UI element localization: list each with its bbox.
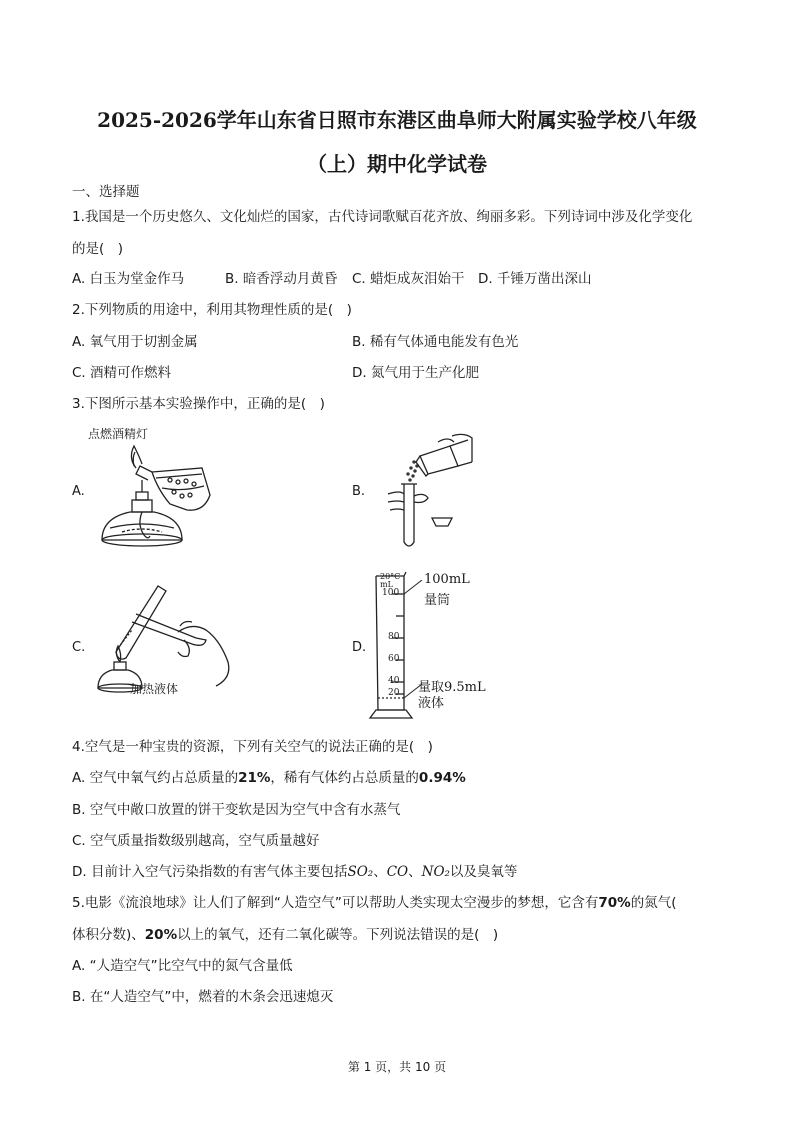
- fig-c-heating-liquid-image: [88, 582, 238, 702]
- q3-option-c-label: C.: [72, 640, 86, 655]
- q1-option-b: B. 暗香浮动月黄昏: [225, 271, 338, 287]
- q4-option-b: B. 空气中敞口放置的饼干变软是因为空气中含有水蒸气: [72, 802, 401, 818]
- q2-stem: 2.下列物质的用途中，利用其物理性质的是( ): [72, 302, 352, 318]
- q1-option-d: D. 千锤万凿出深山: [478, 271, 592, 287]
- fig-a-lamp-lighting-image: [92, 440, 222, 560]
- q3-option-d-label: D.: [352, 640, 367, 655]
- page-footer: 第 1 页，共 10 页: [347, 1060, 447, 1074]
- q3-stem: 3.下图所示基本实验操作中，正确的是( ): [72, 396, 325, 412]
- q5-option-a: A. “人造空气”比空气中的氮气含量低: [72, 958, 293, 974]
- q3-option-a-label: A.: [72, 484, 85, 499]
- fig-d-tick-100: 100: [382, 588, 400, 598]
- fig-d-measure-label: 量取9.5mL: [418, 680, 486, 695]
- fig-d-tick-60: 60: [388, 654, 400, 664]
- q5-stem-line1: 5.电影《流浪地球》让人们了解到“人造空气”可以帮助人类实现太空漫步的梦想，它含有70%的氮气(: [72, 895, 677, 911]
- q4-option-d: D. 目前计入空气污染指数的有害气体主要包括SO₂、CO、NO₂以及臭氧等: [72, 864, 518, 880]
- fig-d-tick-40: 40: [388, 676, 400, 686]
- fig-a-caption: 点燃酒精灯: [88, 427, 149, 441]
- q4-option-a: A. 空气中氧气约占总质量的21%，稀有气体约占总质量的0.94%: [72, 770, 466, 786]
- q2-option-d: D. 氮气用于生产化肥: [352, 365, 479, 381]
- section-heading: 一、选择题: [72, 184, 140, 200]
- q5-stem-line2: 体积分数)、20%以上的氧气，还有二氧化碳等。下列说法错误的是( ): [72, 927, 499, 943]
- fig-b-powder-addition-image: [368, 432, 478, 552]
- fig-d-tick-80: 80: [388, 632, 400, 642]
- q1-stem-line2: 的是( ): [72, 241, 124, 257]
- q1-option-a: A. 白玉为堂金作马: [72, 271, 185, 287]
- q3-option-b-label: B.: [352, 484, 366, 499]
- fig-d-unit-label: mL: [380, 580, 393, 589]
- q1-option-c: C. 蜡炬成灰泪始干: [352, 271, 465, 287]
- q4-option-c: C. 空气质量指数级别越高，空气质量越好: [72, 833, 320, 849]
- q5-option-b: B. 在“人造空气”中，燃着的木条会迅速熄灭: [72, 989, 334, 1005]
- fig-c-caption: 加热液体: [130, 682, 179, 696]
- fig-d-capacity-label: 100mL: [424, 572, 470, 587]
- fig-d-tick-20: 20: [388, 688, 400, 698]
- fig-d-cylinder-name: 量筒: [424, 593, 451, 608]
- q2-option-a: A. 氧气用于切割金属: [72, 334, 198, 350]
- exam-title-line2: （上）期中化学试卷: [307, 152, 487, 176]
- fig-d-liquid-label: 液体: [418, 696, 445, 711]
- q2-option-b: B. 稀有气体通电能发有色光: [352, 334, 519, 350]
- exam-title-line1: 2025-2026学年山东省日照市东港区曲阜师大附属实验学校八年级: [97, 108, 697, 132]
- q4-stem: 4.空气是一种宝贵的资源，下列有关空气的说法正确的是( ): [72, 739, 433, 755]
- q1-stem-line1: 1.我国是一个历史悠久、文化灿烂的国家，古代诗词歌赋百花齐放、绚丽多彩。下列诗词中涉及化学变化: [72, 209, 693, 225]
- fig-d-temp-label: 20°C: [380, 572, 401, 581]
- q2-option-c: C. 酒精可作燃料: [72, 365, 172, 381]
